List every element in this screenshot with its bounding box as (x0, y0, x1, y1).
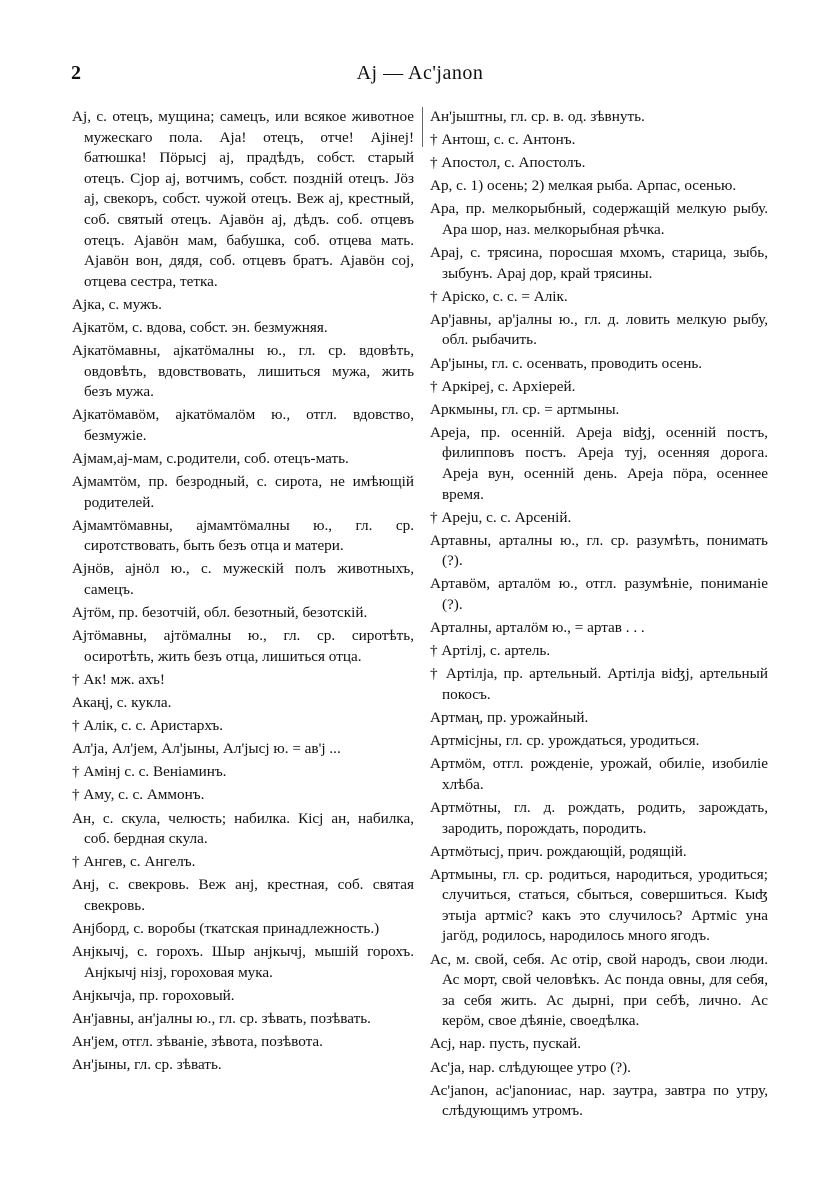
dictionary-entry: Ajтöмавны, ajтöмалны ю., гл. ср. сиротѣть, осиротѣть, жить безъ отца, лишиться отца. (72, 627, 414, 665)
dictionary-entry: Ар'jыны, гл. с. осенвать, проводить осень. (430, 354, 703, 372)
dictionary-entry: Ар'jавны, ар'jалны ю., гл. д. ловить мелкую рыбу, обл. рыбачить. (430, 310, 768, 349)
dictionary-entry: Артмыны, гл. ср. родиться, народиться, уродиться; случиться, статься, сбыться, совершиться. Кыʤ этыja артмiс? какъ это случилось? Артмiс уна jагöд, родилось, народилось много ягодъ. (430, 865, 768, 945)
dictionary-entry: Артмöм, отгл. рожденіе, урожай, обиліе, изобиліе хлѣба. (430, 755, 768, 793)
dictionary-entry: Ан'jыны, гл. ср. зѣвать. (72, 1056, 222, 1074)
dictionary-entry: Ара, пр. мелкорыбный, содержащій мелкую рыбу. Ара шор, наз. мелкорыбная рѣчка. (430, 200, 768, 238)
right-column (430, 107, 768, 1124)
dictionary-entry: Арталны, арталöм ю., = артав . . . (430, 619, 645, 637)
dictionary-entry: Ас'ja, нар. слѣдующее утро (?). (430, 1058, 631, 1076)
dictionary-entry: † Ангев, с. Ангелъ. (72, 853, 196, 871)
page-number: 2 (71, 62, 81, 84)
dictionary-entry: † Апостол, с. Апостолъ. (430, 154, 586, 172)
dictionary-entry: Ан'jeм, отгл. зѣваніе, зѣвота, позѣвота. (72, 1032, 323, 1050)
dictionary-entry: Ас'janон, ас'janониас, нар. заутра, завтра по утру, слѣдующимъ утромъ. (430, 1081, 768, 1120)
dictionary-entry: † Аріско, с. с. = Алік. (430, 287, 568, 305)
dictionary-entry: Ajка, с. мужъ. (72, 295, 162, 313)
dictionary-entry: Ас, м. свой, себя. Ас отiр, свой народъ, свои люди. Ас морт, свой человѣкъ. Ас понда овны, для себя, за себя жить. Ас дырнi, при себѣ, лично. Ас керöм, свое дѣяніе, своедѣлка. (430, 950, 768, 1030)
dictionary-entry: † Артiлj, с. артель. (430, 642, 551, 660)
dictionary-entry: † Амy, с. с. Аммонъ. (72, 786, 205, 804)
dictionary-entry: Анjкычja, пр. гороховый. (72, 986, 235, 1004)
dictionary-entry: Артмаң, пр. урожайный. (430, 709, 589, 727)
dictionary-entry: † Арeju, с. с. Арсеній. (430, 508, 572, 526)
dictionary-entry: Aj, с. отецъ, мущина; самецъ, или всякое животное мужескаго пола. Aja! отецъ, отче! Ajінеj! батюшка! Пöрысj aj, прадѣдъ, собст. старый отецъ. Сjор aj, вотчимъ, собст. поздній отецъ. Jöз aj, свекоръ, собст. чужой отецъ. Веж aj, крестный, соб. святый отецъ. Ajaвöн aj, дѣдъ. соб. отцевъ отецъ. Ajaвöн мам, бабушка, соб. отцева мать. Ajaвöн вон, дядя, соб. отцевъ братъ. Ajaвöн соj, отцева сестра, тетка. (72, 108, 414, 290)
dictionary-entry: Анj, с. свекровь. Веж анj, крестная, соб. святая свекровь. (72, 876, 414, 914)
dictionary-entry: Артмöтны, гл. д. рождать, родить, зарождать, зародить, порождать, породить. (430, 798, 768, 837)
dictionary-entry: Акаңj, с. кукла. (72, 694, 172, 712)
dictionary-entry: Анjкычj, с. горохъ. Шыр анjкычj, мышій горохъ. Анjкычj нiзj, гороховая мука. (72, 943, 414, 981)
dictionary-entry: Ajнöв, ajнöл ю., с. мужескій полъ животныхъ, самецъ. (72, 560, 414, 599)
column-divider (422, 107, 423, 147)
dictionary-entry: Артмiсjны, гл. ср. урождаться, уродиться. (430, 732, 700, 750)
running-head: Aj — Ac'janon (356, 62, 484, 84)
dictionary-entry: Артмöтысj, прич. рождающій, родящій. (430, 842, 687, 860)
dictionary-entry: Ajкатöм, с. вдова, собст. эн. безмужняя. (72, 318, 328, 336)
dictionary-entry: † Антош, с. с. Антонъ. (430, 131, 576, 149)
dictionary-entry: Ан, с. скула, челюсть; набилка. Кісj ан, набилка, соб. бердная скула. (72, 809, 414, 848)
dictionary-entry: Анjборд, с. воробы (ткатская принадлежность.) (72, 919, 380, 937)
dictionary-entry: † Алік, с. с. Аристархъ. (72, 717, 224, 735)
dictionary-entry: † Ак! мж. ахъ! (72, 670, 165, 688)
dictionary-entry: † Аркірej, с. Архіерей. (430, 377, 576, 395)
dictionary-entry: Артавöм, арталöм ю., отгл. разумѣніе, пониманіе (?). (430, 575, 768, 614)
dictionary-entry: Аркмыны, гл. ср. = артмыны. (430, 400, 620, 418)
dictionary-entry: Ajкатöмавöм, ajкатöмалöм ю., отгл. вдовство, безмужіе. (72, 406, 414, 444)
dictionary-entry: Ajмамтöм, пр. безродный, с. сирота, не имѣющій родителей. (72, 473, 414, 511)
dictionary-entry: Ан'jыштны, гл. ср. в. од. зѣвнуть. (430, 108, 645, 125)
dictionary-entry: Ан'jавны, ан'jалны ю., гл. ср. зѣвать, позѣвать. (72, 1009, 371, 1027)
dictionary-entry: Арaj, с. трясина, поросшая мхомъ, старица, зыбь, зыбунъ. Арaj дор, край трясины. (430, 244, 768, 282)
dictionary-entry: Асj, нар. пусть, пускай. (430, 1035, 582, 1053)
dictionary-entry: Ajмамтöмавны, ajмамтöмалны ю., гл. ср. сиротствовать, быть безъ отца и матери. (72, 516, 414, 555)
dictionary-entry: Ал'ja, Ал'jeм, Ал'jыны, Ал'jысj ю. = ав'j ... (72, 740, 341, 758)
dictionary-entry: † Артiлja, пр. артельный. Артiлja віʤj, артельный покосъ. (430, 665, 768, 703)
dictionary-entry: Ajкатöмавны, ajкатöмалны ю., гл. ср. вдовѣть, овдовѣть, вдовствовать, лишиться мужа, жить безъ мужа. (72, 342, 414, 401)
left-column (72, 107, 414, 1078)
dictionary-entry: Ajтöм, пр. безотчій, обл. безотный, безотскій. (72, 604, 368, 622)
dictionary-entry: Арeja, пр. осенній. Арeja віʤj, осенній постъ, филипповъ постъ. Арeja туj, осенняя дорога. Арeja вун, осенній день. Арeja пöра, осеннее время. (430, 423, 768, 503)
dictionary-entry: Ар, с. 1) осень; 2) мелкая рыба. Арпас, осенью. (430, 177, 737, 195)
dictionary-entry: Артавны, арталны ю., гл. ср. разумѣть, понимать (?). (430, 531, 768, 570)
dictionary-entry: Ajмам,aj-мам, с.родители, соб. отецъ-мать. (72, 450, 349, 467)
dictionary-entry: † Амінj с. с. Веніаминъ. (72, 763, 227, 781)
